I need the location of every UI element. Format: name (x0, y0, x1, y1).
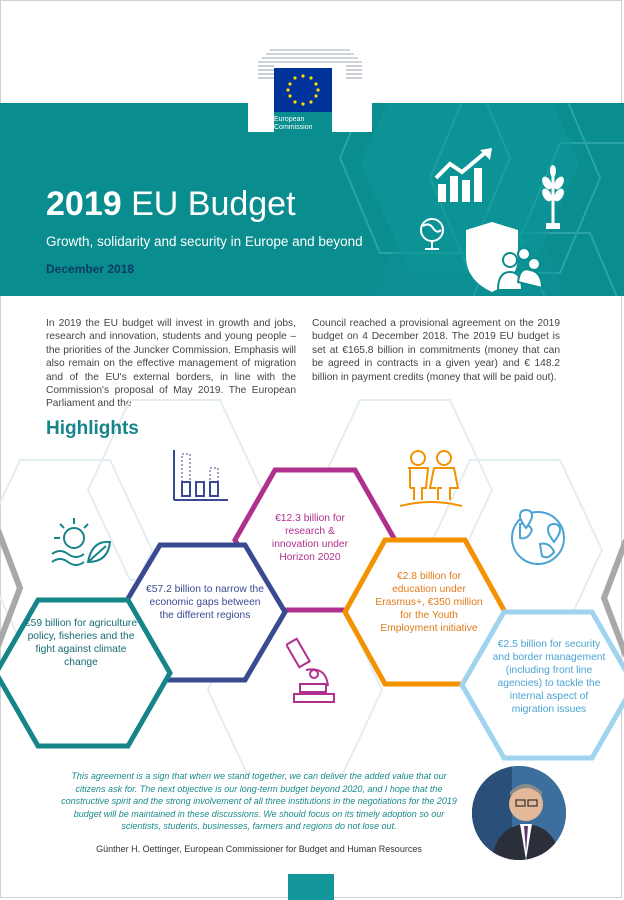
globe-icon (417, 216, 447, 252)
title-year: 2019 (46, 185, 122, 223)
logo-text (274, 116, 313, 132)
highlights-heading: Highlights (46, 418, 139, 439)
page-subtitle: Growth, solidarity and security in Europe and beyond (46, 234, 363, 249)
highlight-security: €2.5 billion for security and border management (including front line agencies) to tackle the internal aspect of migration issues (492, 639, 606, 715)
intro-column-2: Council reached a provisional agreement on the 2019 budget on 4 December 2018. The 2019 EU budget is set at €165.8 billion in commitments (money that can be agreed in contracts in a given year) and € 148.2 billion in payment credits (money that will be paid out). (312, 318, 560, 383)
shield-people-icon (462, 222, 544, 294)
footer-tab (288, 874, 334, 900)
highlight-research: €12.3 billion for research & innovation under Horizon 2020 (271, 513, 349, 563)
bar-chart-icon (170, 448, 230, 504)
quote-attribution: Günther H. Oettinger, European Commissioner for Budget and Human Resources (96, 844, 422, 854)
growth-chart-icon (430, 148, 500, 208)
publication-date: December 2018 (46, 262, 135, 276)
title-text: EU Budget (121, 185, 296, 223)
logo-line-1: European (274, 116, 305, 123)
highlight-regions: €57.2 billion to narrow the economic gaps between the different regions (146, 584, 264, 621)
sun-leaf-icon (50, 516, 114, 572)
intro-column-1: In 2019 the EU budget will invest in growth and jobs, research and innovation, students and young people – the priorities of the Juncker Commission. Emphasis will also remain on the effective management of migration and of the EU's external borders, in line with the Commission's proposal of May 2019. The European Parliament and the (46, 318, 296, 410)
logo-line-2: Commission (274, 124, 313, 131)
highlight-education: €2.8 billion for education under Erasmus+, €350 million for the Youth Employment initiative (375, 571, 483, 634)
highlight-agriculture: €59 billion for agriculture policy, fisheries and the fight against climate change (24, 618, 138, 668)
commissioner-quote: This agreement is a sign that when we stand together, we can deliver the added value that our citizens ask for. The next objective is our long-term budget beyond 2020, and I hope that the constructive spirit and the strong involvement of all three institutions in the negotiations for the 2019 budget will be maintained in these discussions. We should focus on its timely adoption so our scientists, students, businesses, farmers and regions do not lose out. (61, 771, 457, 831)
commissioner-photo (472, 766, 566, 860)
highlights-hexagon-graphic (0, 395, 624, 775)
page-title (46, 185, 296, 224)
portrait-icon (472, 766, 566, 860)
european-commission-logo (248, 40, 372, 132)
family-icon (400, 448, 462, 508)
microscope-icon (286, 636, 342, 706)
world-map-icon (506, 508, 570, 568)
